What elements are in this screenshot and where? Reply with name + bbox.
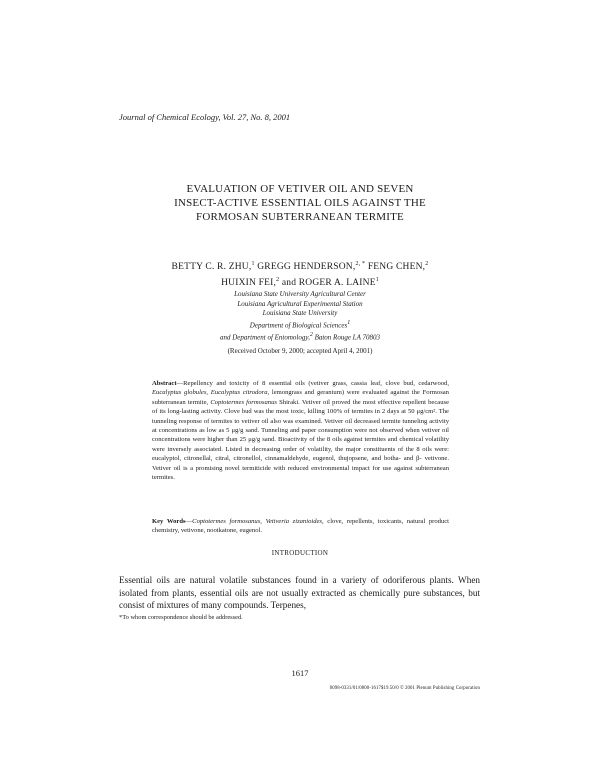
affiliation-mark: 1 xyxy=(347,319,351,326)
title-line-1: EVALUATION OF VETIVER OIL AND SEVEN xyxy=(186,183,414,195)
affiliation-block xyxy=(150,290,450,343)
affiliation-mark: 2 xyxy=(309,331,313,338)
affiliation-line xyxy=(150,319,450,331)
paper-title xyxy=(100,182,500,224)
author-name: HUIXIN FEI, xyxy=(221,278,277,289)
abstract xyxy=(152,379,449,482)
author-name: FENG CHEN, xyxy=(365,262,426,273)
keywords-label: Key Words xyxy=(152,518,186,525)
title-line-3: FORMOSAN SUBTERRANEAN TERMITE xyxy=(196,211,404,223)
affiliation-text: Baton Rouge LA 70803 xyxy=(312,333,380,342)
footnote: *To whom correspondence should be addressed. xyxy=(119,614,243,621)
author-name: BETTY C. R. ZHU, xyxy=(171,262,252,273)
abstract-text: —Repellency and toxicity of 8 essential oils (vetiver grass, cassia leaf, clove bud, cedarwood, xyxy=(176,380,449,387)
title-line-2: INSECT-ACTIVE ESSENTIAL OILS AGAINST THE xyxy=(174,197,426,209)
abstract-text: Shiraki. Vetiver oil proved the most effective repellent because of its long-lasting activity. Clove bud was the most toxic, killing 100% of termites in 2 days at 50 μg/cm². The tunneling response of termites to vetiver oil also was examined. Vetiver oil decreased termite tunneling activity at concentrations as low as 5 μg/g sand. Tunneling and paper consumption were not observed when vetiver oil concentrations were higher than 25 μg/g sand. Bioactivity of the 8 oils against termites and chemical volatility were inversely associated. Listed in decreasing order of volatility, the major constituents of the 8 oils were: eucalyptol, citronellal, citral, citronellol, cinnamaldehyde, eugenol, thujopsene, and botha- and β- vetivone. Vetiver oil is a promising novel termiticide with reduced environmental impact for use against subterranean termites. xyxy=(152,398,450,482)
keywords-italic: Coptotermes formosanus, Vetiveria zizanioides xyxy=(192,518,322,525)
author-name: and ROGER A. LAINE xyxy=(279,278,376,289)
affiliation-line: Louisiana Agricultural Experimental Station xyxy=(237,299,363,308)
author-list xyxy=(100,258,500,290)
abstract-italic: Coptotermes formosanus xyxy=(210,398,277,406)
author-affil-mark: 1 xyxy=(251,261,255,267)
keywords xyxy=(152,517,449,536)
author-line-2 xyxy=(100,274,500,290)
body-paragraph: Essential oils are natural volatile substances found in a variety of odoriferous plants. When isolated from plants, essential oils are not usually extracted as chemically pure substances, but consist of mixtures of many compounds. Terpenes, xyxy=(119,575,480,611)
author-affil-mark: 2 xyxy=(425,261,429,267)
copyright-line: 0098-0331/01/0800-1617$19.50/0 © 2001 Plenum Publishing Corporation xyxy=(329,686,480,691)
author-name: GREGG HENDERSON, xyxy=(254,262,356,273)
abstract-text: lemongrass and geranium) were evaluated against the Formosan subterranean termite, xyxy=(152,389,449,406)
author-affil-mark: 2, * xyxy=(355,261,366,267)
keywords-dash: — xyxy=(185,518,193,525)
abstract-label: Abstract xyxy=(152,380,177,387)
author-line-1 xyxy=(100,258,500,274)
keywords-text: , clove, repellents, toxicants, natural product chemistry, vetivone, nootkatone, eugenol. xyxy=(152,518,449,535)
affiliation-text: and Department of Entomology, xyxy=(220,333,310,342)
affiliation-text: Department of Biological Sciences xyxy=(249,321,348,330)
abstract-italic: Eucalyptus globules, Eucalyptus citrodora, xyxy=(152,389,270,397)
affiliation-line: Louisiana State University xyxy=(262,309,338,318)
journal-citation: Journal of Chemical Ecology, Vol. 27, No. 8, 2001 xyxy=(119,112,291,122)
affiliation-line: Louisiana State University Agricultural Center xyxy=(234,290,366,298)
author-affil-mark: 1 xyxy=(375,277,379,284)
received-dates: (Received October 9, 2000; accepted April 4, 2001) xyxy=(227,347,373,355)
page-number: 1617 xyxy=(291,668,309,678)
affiliation-line xyxy=(150,331,450,343)
section-heading-introduction: INTRODUCTION xyxy=(271,549,329,557)
author-affil-mark: 2 xyxy=(276,277,280,284)
